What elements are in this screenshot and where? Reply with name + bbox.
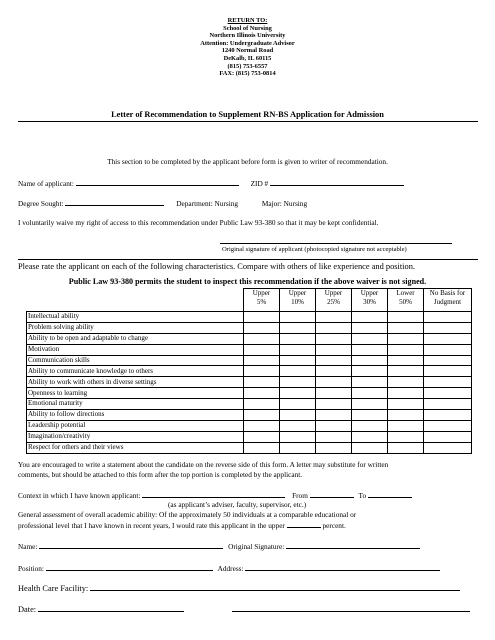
- zid-label: ZID #: [250, 179, 269, 188]
- rating-cell[interactable]: [352, 410, 388, 421]
- rating-cell[interactable]: [280, 344, 316, 355]
- zid-field[interactable]: [270, 178, 404, 186]
- rate-instructions: Please rate the applicant on each of the following characteristics. Compare with others of like experience and position.: [18, 262, 415, 271]
- rating-cell[interactable]: [352, 431, 388, 442]
- original-signature-label: Original Signature:: [228, 542, 285, 551]
- rating-cell[interactable]: [316, 312, 352, 323]
- assessment-text-1: General assessment of overall academic ability: Of the approximately 50 individuals at a comparable educational or: [18, 510, 357, 519]
- rating-cell[interactable]: [244, 442, 280, 453]
- characteristic-label: Intellectual ability: [27, 312, 244, 323]
- rating-cell[interactable]: [388, 355, 424, 366]
- table-row: [27, 420, 472, 431]
- rating-cell[interactable]: [316, 399, 352, 410]
- table-row: [27, 366, 472, 377]
- address-line: (815) 753-6557: [227, 62, 268, 70]
- title-divider: [18, 121, 478, 122]
- rating-cell[interactable]: [424, 322, 472, 333]
- rating-cell[interactable]: [244, 366, 280, 377]
- address-line: Attention: Undergraduate Advisor: [200, 39, 295, 47]
- rating-cell[interactable]: [244, 312, 280, 323]
- signature-caption: Original signature of applicant (photocopied signature not acceptable): [222, 246, 407, 253]
- section-divider: [18, 259, 478, 260]
- date-label: Date:: [18, 605, 37, 614]
- rating-cell[interactable]: [352, 355, 388, 366]
- rating-cell[interactable]: [424, 399, 472, 410]
- rating-cell[interactable]: [352, 344, 388, 355]
- rating-cell[interactable]: [280, 377, 316, 388]
- rating-cell[interactable]: [244, 355, 280, 366]
- encourage-text-1: You are encouraged to write a statement about the candidate on the reverse side of this form. A letter may substitute for written: [18, 460, 389, 469]
- assessment-text-2: professional level that I have known in recent years, I would rate this applicant in the upper: [18, 521, 285, 530]
- characteristic-label: Respect for others and their views: [27, 442, 244, 453]
- table-row: [27, 333, 472, 344]
- name-of-applicant-row: [18, 178, 404, 188]
- to-field[interactable]: [368, 490, 412, 498]
- waiver-text: I voluntarily waive my right of access to this recommendation under Public Law 93-380 so that it may be kept confidential.: [18, 218, 379, 227]
- rating-cell[interactable]: [280, 322, 316, 333]
- assessment-row: [18, 520, 346, 530]
- rating-cell[interactable]: [352, 333, 388, 344]
- rating-cell[interactable]: [388, 333, 424, 344]
- rating-cell[interactable]: [244, 399, 280, 410]
- name-of-applicant-label: Name of applicant:: [18, 179, 74, 188]
- degree-sought-label: Degree Sought:: [18, 199, 64, 208]
- encourage-text-2: comments, but should be attached to this form after the top portion is completed by the applicant.: [18, 470, 303, 479]
- rating-cell[interactable]: [424, 420, 472, 431]
- characteristic-label: Imagination/creativity: [27, 431, 244, 442]
- rating-cell[interactable]: [280, 442, 316, 453]
- percent-label: percent.: [322, 521, 346, 530]
- rating-cell[interactable]: [280, 410, 316, 421]
- rating-cell[interactable]: [280, 388, 316, 399]
- address-line: Northern Illinois University: [209, 32, 286, 40]
- rating-cell[interactable]: [244, 333, 280, 344]
- rating-header-row: [27, 289, 472, 312]
- characteristic-label: Emotional maturity: [27, 399, 244, 410]
- table-row: [27, 322, 472, 333]
- major-label: Major: Nursing: [261, 199, 308, 208]
- context-label: Context in which I have known applicant:: [18, 491, 141, 500]
- rating-cell[interactable]: [352, 312, 388, 323]
- rating-cell[interactable]: [388, 420, 424, 431]
- rating-cell[interactable]: [388, 377, 424, 388]
- table-row: [27, 399, 472, 410]
- rating-cell[interactable]: [388, 322, 424, 333]
- health-care-facility-field[interactable]: [90, 583, 460, 591]
- rating-cell[interactable]: [352, 366, 388, 377]
- intro-text: This section to be completed by the applicant before form is given to writer of recommendation.: [107, 157, 388, 166]
- table-row: [27, 410, 472, 421]
- rating-cell[interactable]: [244, 410, 280, 421]
- rating-cell[interactable]: [316, 377, 352, 388]
- rating-cell[interactable]: [424, 366, 472, 377]
- characteristic-label: Ability to communicate knowledge to others: [27, 366, 244, 377]
- table-row: [27, 344, 472, 355]
- rating-cell[interactable]: [388, 431, 424, 442]
- column-header: Upper 30%: [352, 289, 388, 312]
- rating-cell[interactable]: [244, 344, 280, 355]
- rating-cell[interactable]: [280, 333, 316, 344]
- table-row: [27, 388, 472, 399]
- rating-cell[interactable]: [244, 322, 280, 333]
- rating-cell[interactable]: [280, 366, 316, 377]
- rating-cell[interactable]: [280, 399, 316, 410]
- rating-cell[interactable]: [280, 431, 316, 442]
- from-label: From: [292, 491, 308, 500]
- return-address-block: [0, 17, 495, 78]
- rating-cell[interactable]: [388, 366, 424, 377]
- table-row: [27, 442, 472, 453]
- rating-cell[interactable]: [424, 442, 472, 453]
- position-row: [18, 563, 440, 573]
- rating-cell[interactable]: [280, 355, 316, 366]
- rating-cell[interactable]: [352, 322, 388, 333]
- address-continued-field[interactable]: [232, 604, 470, 612]
- table-row: [27, 431, 472, 442]
- characteristic-label: Ability to work with others in diverse settings: [27, 377, 244, 388]
- rating-cell[interactable]: [352, 399, 388, 410]
- degree-row: [18, 198, 307, 208]
- table-row: [27, 355, 472, 366]
- column-header: Upper 10%: [280, 289, 316, 312]
- address-line: School of Nursing: [223, 24, 272, 32]
- position-label: Position:: [18, 564, 44, 573]
- rating-cell[interactable]: [316, 420, 352, 431]
- characteristic-label: Ability to be open and adaptable to change: [27, 333, 244, 344]
- rating-cell[interactable]: [244, 377, 280, 388]
- public-law-notice: Public Law 93-380 permits the student to inspect this recommendation if the above waiver is not signed.: [68, 277, 427, 286]
- position-field[interactable]: [46, 563, 213, 571]
- rating-cell[interactable]: [316, 366, 352, 377]
- page-title: Letter of Recommendation to Supplement RN-BS Application for Admission: [111, 110, 384, 119]
- rating-cell[interactable]: [280, 420, 316, 431]
- rating-cell[interactable]: [316, 442, 352, 453]
- characteristic-label: Ability to follow directions: [27, 410, 244, 421]
- rating-cell[interactable]: [244, 431, 280, 442]
- rating-cell[interactable]: [424, 431, 472, 442]
- rating-cell[interactable]: [316, 333, 352, 344]
- column-header: No Basis for Judgment: [424, 289, 472, 312]
- column-header: Upper 5%: [244, 289, 280, 312]
- characteristic-label: Communication skills: [27, 355, 244, 366]
- rating-cell[interactable]: [424, 388, 472, 399]
- name-field[interactable]: [39, 541, 223, 549]
- rating-cell[interactable]: [352, 420, 388, 431]
- context-row: [18, 490, 412, 500]
- rating-cell[interactable]: [424, 333, 472, 344]
- rating-cell[interactable]: [388, 442, 424, 453]
- address-line: DeKalb, IL 60115: [223, 54, 272, 62]
- rating-cell[interactable]: [388, 410, 424, 421]
- rating-cell[interactable]: [352, 388, 388, 399]
- degree-sought-field[interactable]: [65, 198, 164, 206]
- characteristic-label: Motivation: [27, 344, 244, 355]
- context-field[interactable]: [142, 490, 285, 498]
- rating-cell[interactable]: [316, 431, 352, 442]
- applicant-signature-line[interactable]: [220, 243, 452, 244]
- address-line: FAX: (815) 753-0814: [219, 70, 276, 78]
- rating-cell[interactable]: [316, 344, 352, 355]
- rating-cell[interactable]: [280, 312, 316, 323]
- rating-cell[interactable]: [424, 410, 472, 421]
- rating-cell[interactable]: [244, 388, 280, 399]
- rating-cell[interactable]: [316, 355, 352, 366]
- rating-cell[interactable]: [388, 399, 424, 410]
- rating-cell[interactable]: [424, 355, 472, 366]
- date-field[interactable]: [38, 604, 184, 612]
- address-label: Address:: [217, 564, 244, 573]
- original-signature-field[interactable]: [286, 541, 420, 549]
- facility-row: [18, 583, 460, 593]
- characteristic-header: [27, 289, 244, 312]
- date-row: [18, 604, 470, 614]
- rating-cell[interactable]: [388, 344, 424, 355]
- rating-cell[interactable]: [352, 442, 388, 453]
- characteristic-label: Problem solving ability: [27, 322, 244, 333]
- return-to-label: RETURN TO:: [227, 17, 268, 24]
- table-row: [27, 312, 472, 323]
- column-header: Upper 25%: [316, 289, 352, 312]
- rating-cell[interactable]: [316, 388, 352, 399]
- to-label: To: [358, 491, 367, 500]
- name-label: Name:: [18, 542, 38, 551]
- column-header: Lower 50%: [388, 289, 424, 312]
- rating-cell[interactable]: [388, 388, 424, 399]
- address-field[interactable]: [245, 563, 440, 571]
- rating-cell[interactable]: [316, 322, 352, 333]
- rating-cell[interactable]: [244, 420, 280, 431]
- characteristic-label: Leadership potential: [27, 420, 244, 431]
- characteristic-label: Openness to learning: [27, 388, 244, 399]
- address-line: 1240 Normal Road: [221, 47, 274, 55]
- rating-cell[interactable]: [424, 377, 472, 388]
- rating-cell[interactable]: [352, 377, 388, 388]
- rating-cell[interactable]: [424, 344, 472, 355]
- table-row: [27, 377, 472, 388]
- health-care-facility-label: Health Care Facility:: [18, 584, 89, 593]
- rating-cell[interactable]: [424, 312, 472, 323]
- context-hint: (as applicant’s adviser, faculty, supervisor, etc.): [168, 500, 307, 509]
- rating-cell[interactable]: [388, 312, 424, 323]
- name-of-applicant-field[interactable]: [76, 178, 239, 186]
- from-field[interactable]: [310, 490, 354, 498]
- name-row: [18, 541, 420, 551]
- upper-percent-field[interactable]: [287, 520, 321, 528]
- department-label: Department: Nursing: [176, 199, 239, 208]
- rating-cell[interactable]: [316, 410, 352, 421]
- rating-table: [26, 288, 472, 454]
